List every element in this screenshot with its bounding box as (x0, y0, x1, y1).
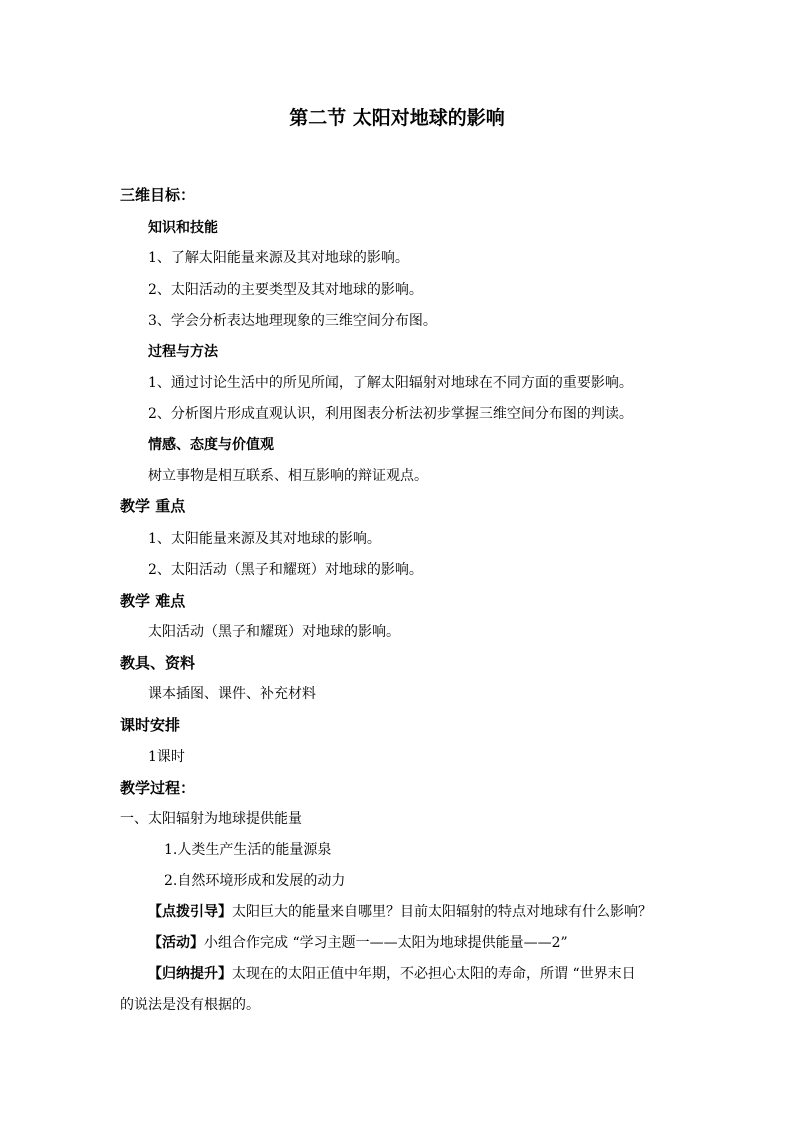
knowledge-item-3: 3、学会分析表达地理现象的三维空间分布图。 (148, 313, 437, 329)
difficulties-heading: 教学 难点 (120, 592, 186, 610)
materials-text: 课本插图、课件、补充材料 (148, 686, 316, 702)
guide-paragraph (148, 902, 652, 922)
summary-paragraph (148, 964, 636, 984)
materials-heading: 教具、资料 (120, 654, 196, 672)
process-item-2: 2、分析图片形成直观认识，利用图表分析法初步掌握三维空间分布图的判读。 (148, 406, 633, 422)
key-point-item-2: 2、太阳活动（黑子和耀斑）对地球的影响。 (148, 562, 423, 578)
summary-text-line-1: 太现在的太阳正值中年期，不必担心太阳的寿命，所谓 “世界末日 (232, 966, 636, 982)
procedure-section-1: 一、太阳辐射为地球提供能量 (120, 811, 302, 827)
knowledge-item-2: 2、太阳活动的主要类型及其对地球的影响。 (148, 282, 423, 298)
page-title: 第二节 太阳对地球的影响 (289, 107, 505, 129)
guide-tag: 【点拨引导】 (148, 904, 232, 920)
difficulties-text: 太阳活动（黑子和耀斑）对地球的影响。 (148, 624, 400, 640)
summary-tag: 【归纳提升】 (148, 966, 232, 982)
schedule-text: 1课时 (148, 749, 185, 765)
emotion-heading: 情感、态度与价值观 (148, 437, 274, 453)
procedure-heading: 教学过程： (120, 779, 196, 797)
emotion-text: 树立事物是相互联系、相互影响的辩证观点。 (148, 468, 428, 484)
guide-text: 太阳巨大的能量来自哪里？目前太阳辐射的特点对地球有什么影响？ (232, 904, 652, 920)
activity-text: 小组合作完成 “学习主题一——太阳为地球提供能量——2” (204, 935, 568, 951)
knowledge-heading: 知识和技能 (148, 220, 218, 236)
knowledge-item-1: 1、了解太阳能量来源及其对地球的影响。 (148, 250, 409, 266)
objectives-heading: 三维目标： (120, 186, 196, 204)
procedure-sub-2: 2.自然环境形成和发展的动力 (164, 873, 346, 889)
schedule-heading: 课时安排 (120, 716, 181, 734)
activity-tag: 【活动】 (148, 935, 204, 951)
process-item-1: 1、通过讨论生活中的所见所闻，了解太阳辐射对地球在不同方面的重要影响。 (148, 375, 633, 391)
key-point-item-1: 1、太阳能量来源及其对地球的影响。 (148, 531, 381, 547)
key-points-heading: 教学 重点 (120, 497, 186, 515)
summary-text-line-2: 的说法是没有根据的。 (120, 997, 260, 1013)
procedure-sub-1: 1.人类生产生活的能量源泉 (164, 842, 332, 858)
activity-paragraph (148, 933, 568, 953)
process-heading: 过程与方法 (148, 344, 218, 360)
